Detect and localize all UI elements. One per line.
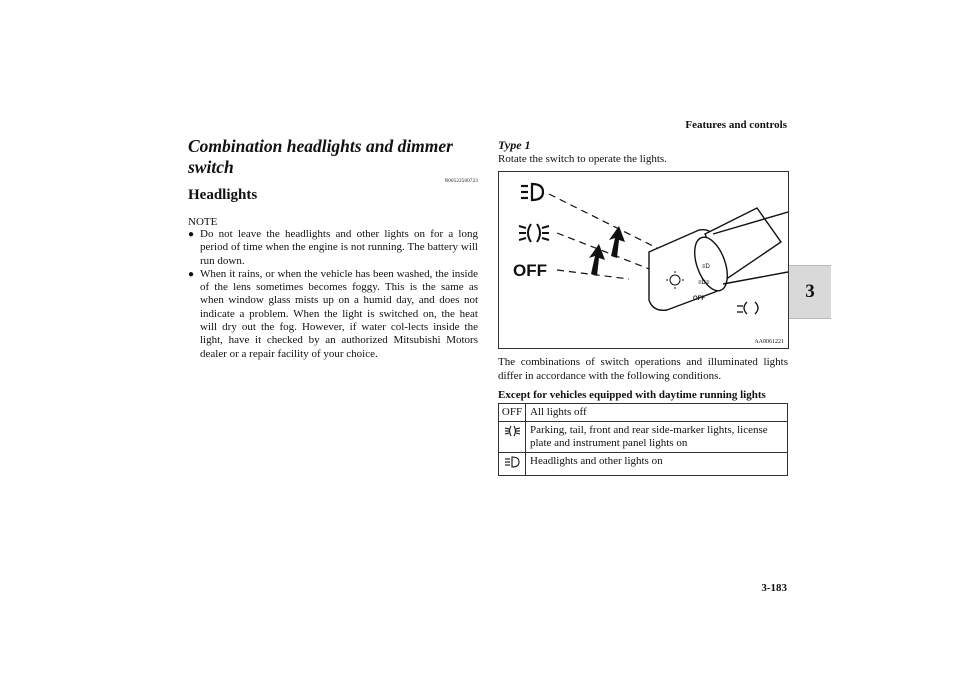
document-code: N00522500723 [444,179,478,184]
combinations-text: The combinations of switch operations and illuminated lights differ in accordance with the following conditions. [498,356,788,382]
table-row [499,421,788,452]
headlight-icon [503,455,521,469]
except-heading: Except for vehicles equipped with daytime running lights [498,388,766,401]
parking-light-icon [519,224,549,242]
right-column [498,132,788,476]
left-column [188,132,478,361]
bullet-icon: ● [188,229,195,240]
flash-icon [737,302,758,314]
subheading: Headlights [188,187,258,203]
page-header: Features and controls [685,119,787,131]
intro-text: Rotate the switch to operate the lights. [498,153,667,165]
note-item [188,228,478,268]
headlight-switch-diagram [499,172,788,348]
table-key [499,421,526,452]
table-desc: All lights off [526,403,788,421]
figure-id: AA0061221 [754,339,784,346]
off-label: OFF [513,261,547,281]
table-desc: Parking, tail, front and rear side-marker lights, license plate and instrument panel lights on [526,421,788,452]
chapter-tab: 3 [788,265,831,319]
switch-illustration [498,171,789,349]
note-text: Do not leave the headlights and other lights on for a long period of time when the engine is not running. The battery will run down. [200,228,478,267]
table-desc: Headlights and other lights on [526,452,788,475]
svg-text:OFF: OFF [693,296,705,303]
table-row [499,403,788,421]
headlight-icon [521,184,543,200]
type-label: Type 1 [498,138,531,152]
table-key: OFF [499,403,526,421]
table-row [499,452,788,475]
page-number: 3-183 [761,582,787,594]
table-key [499,452,526,475]
light-table [498,403,788,476]
note-text: When it rains, or when the vehicle has been washed, the inside of the lens sometimes becomes foggy. This is the same as when window glass mists up on a humid day, and does not indicate a problem. When the light is switched on, the heat will dry out the fog. However, if water col-lects inside the light, have it checked by an authorized Mitsubishi Motors dealer or a repair facility of your choice. [200,267,478,360]
svg-text:≡D≡: ≡D≡ [698,280,710,287]
note-item [188,268,478,361]
rotation-arrows [589,226,625,276]
note-label: NOTE [188,216,218,228]
parking-light-icon [503,424,521,438]
section-title: Combination headlights and dimmer switch [188,136,453,177]
svg-text:≡D: ≡D [702,264,710,271]
bullet-icon: ● [188,268,195,280]
